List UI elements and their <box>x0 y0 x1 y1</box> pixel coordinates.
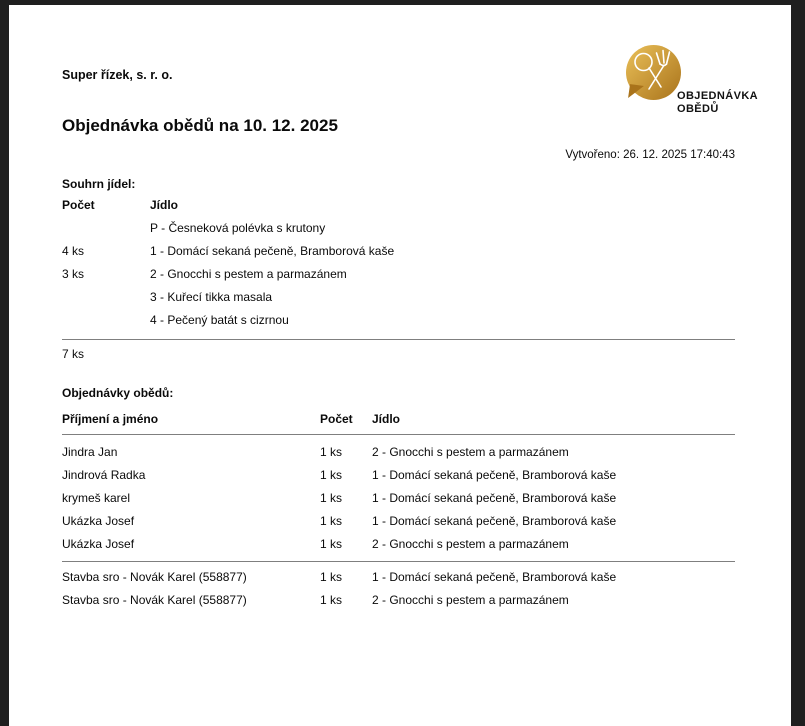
summary-table-row <box>62 286 735 309</box>
order-meal: 1 - Domácí sekaná pečeně, Bramborová kaše <box>372 514 617 528</box>
orders-table-row <box>62 487 735 510</box>
order-meal: 2 - Gnocchi s pestem a parmazánem <box>372 537 569 551</box>
summary-total: 7 ks <box>62 347 85 361</box>
summary-meal: 4 - Pečený batát s cizrnou <box>150 313 289 327</box>
orders-col-count: Počet <box>320 412 353 426</box>
order-count: 1 ks <box>320 570 343 584</box>
order-meal: 2 - Gnocchi s pestem a parmazánem <box>372 593 569 607</box>
summary-table-row <box>62 217 735 240</box>
summary-count: 4 ks <box>62 244 85 258</box>
order-name: Jindrová Radka <box>62 468 146 482</box>
orders-group-divider <box>62 561 735 562</box>
order-name: Ukázka Josef <box>62 514 135 528</box>
summary-col-meal: Jídlo <box>150 198 179 212</box>
orders-heading: Objednávky obědů: <box>62 386 174 400</box>
orders-table-header <box>62 408 735 435</box>
orders-table-row <box>62 566 735 589</box>
orders-col-meal: Jídlo <box>372 412 401 426</box>
summary-meal: 1 - Domácí sekaná pečeně, Bramborová kaše <box>150 244 395 258</box>
order-meal: 1 - Domácí sekaná pečeně, Bramborová kaše <box>372 570 617 584</box>
order-meal: 2 - Gnocchi s pestem a parmazánem <box>372 445 569 459</box>
summary-meal: 2 - Gnocchi s pestem a parmazánem <box>150 267 347 281</box>
orders-table-row <box>62 589 735 612</box>
summary-table-body <box>62 217 735 332</box>
orders-table-row <box>62 441 735 464</box>
summary-bottom-rule <box>62 339 735 340</box>
orders-table-row <box>62 510 735 533</box>
orders-col-name: Příjmení a jméno <box>62 412 159 426</box>
order-count: 1 ks <box>320 445 343 459</box>
order-count: 1 ks <box>320 491 343 505</box>
page-title: Objednávka obědů na 10. 12. 2025 <box>62 116 338 135</box>
orders-table-body <box>62 441 735 612</box>
summary-count <box>62 217 150 240</box>
order-name: Stavba sro - Novák Karel (558877) <box>62 570 247 584</box>
document-page <box>9 5 791 726</box>
orders-table-row <box>62 464 735 487</box>
order-name: krymeš karel <box>62 491 131 505</box>
summary-meal: 3 - Kuřecí tikka masala <box>150 290 273 304</box>
company-name: Super řízek, s. r. o. <box>62 68 173 82</box>
order-count: 1 ks <box>320 468 343 482</box>
summary-table-row <box>62 240 735 263</box>
order-count: 1 ks <box>320 537 343 551</box>
summary-meal: P - Česneková polévka s krutony <box>150 221 326 235</box>
summary-table-row <box>62 263 735 286</box>
order-count: 1 ks <box>320 514 343 528</box>
logo-text-line2: OBĚDŮ <box>677 103 719 115</box>
order-name: Ukázka Josef <box>62 537 135 551</box>
order-name: Stavba sro - Novák Karel (558877) <box>62 593 247 607</box>
summary-count <box>62 309 150 332</box>
summary-count <box>62 286 150 309</box>
summary-table-header <box>62 194 735 217</box>
order-name: Jindra Jan <box>62 445 118 459</box>
order-count: 1 ks <box>320 593 343 607</box>
created-timestamp: Vytvořeno: 26. 12. 2025 17:40:43 <box>565 149 735 161</box>
logo-text-line1: OBJEDNÁVKA <box>677 90 759 102</box>
order-meal: 1 - Domácí sekaná pečeně, Bramborová kaše <box>372 491 617 505</box>
summary-col-count: Počet <box>62 198 95 212</box>
summary-heading: Souhrn jídel: <box>62 177 136 191</box>
orders-table-row <box>62 533 735 556</box>
document-content <box>9 68 791 612</box>
summary-table-row <box>62 309 735 332</box>
order-meal: 1 - Domácí sekaná pečeně, Bramborová kaše <box>372 468 617 482</box>
summary-count: 3 ks <box>62 267 85 281</box>
